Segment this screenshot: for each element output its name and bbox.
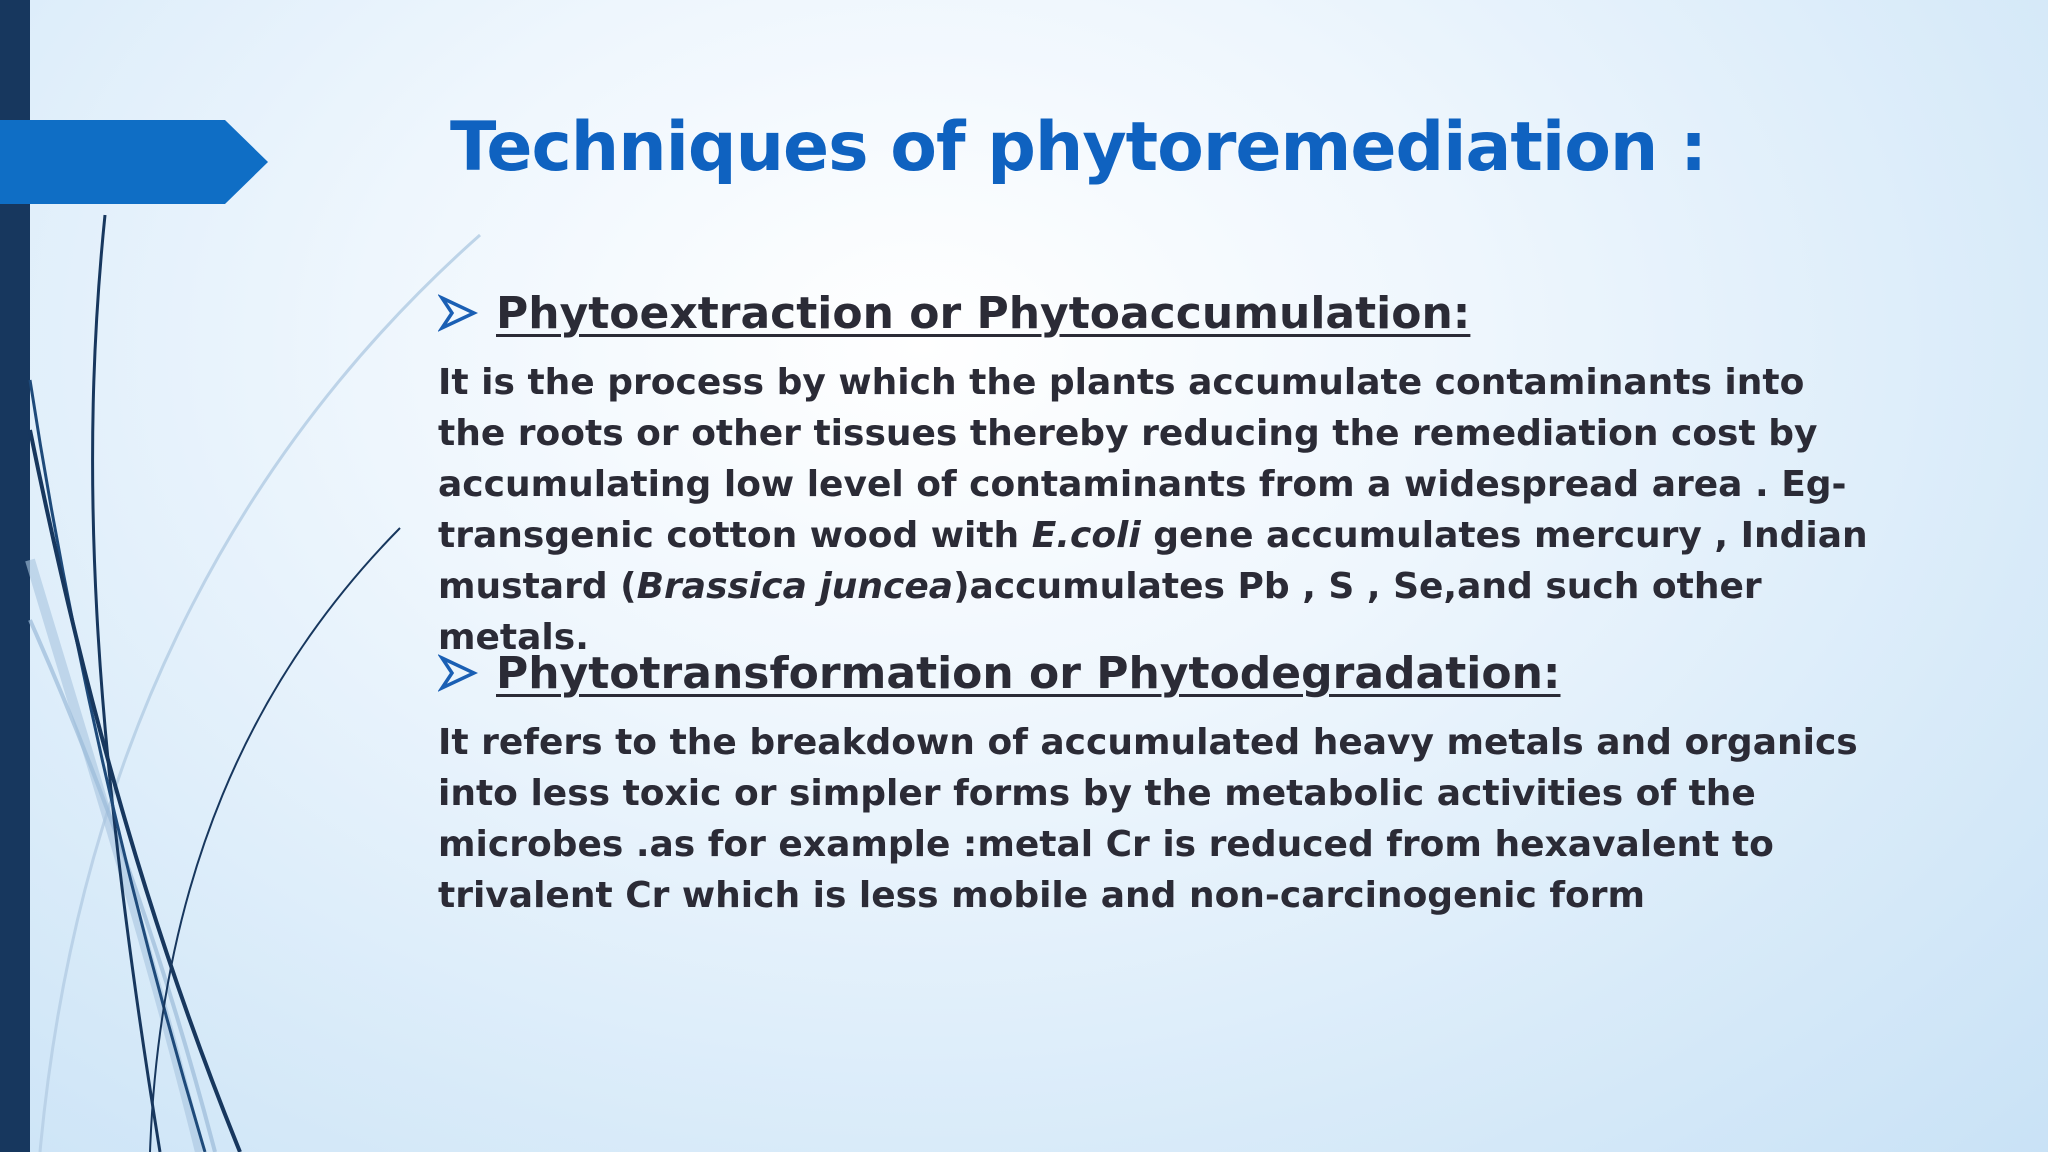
body-text-segment: It is the process by which the plants accumulate contaminants into the roots or other tissues thereby reducing the remediation cost by accumulating low level of contaminants from a widespread area . Eg- transgenic cotton wood with: [438, 362, 1847, 556]
section-heading: Phytoextraction or Phytoaccumulation:: [496, 287, 1471, 339]
section-body: [438, 357, 1878, 663]
section-phytotransformation: [438, 643, 1878, 921]
section-heading: Phytotransformation or Phytodegradation:: [496, 647, 1561, 699]
section-phytoextraction: [438, 283, 1878, 663]
species-name-italic: Brassica juncea: [636, 566, 954, 607]
body-text-segment: It refers to the breakdown of accumulated heavy metals and organics into less toxic or simpler forms by the metabolic activities of the microbes .as for example :metal Cr is reduced from hexavalent to trivalent Cr which is less mobile and non-carcinogenic form: [438, 722, 1858, 916]
section-heading-row: [438, 283, 1878, 343]
body-text-segment: )accumulates Pb , S , Se,and such other metals.: [438, 566, 1762, 658]
section-heading-row: [438, 643, 1878, 703]
species-name-italic: E.coli: [1031, 515, 1141, 556]
arrow-bullet-icon: [438, 293, 478, 333]
slide-title: Techniques of phytoremediation :: [450, 108, 1707, 187]
arrow-bullet-icon: [438, 653, 478, 693]
left-accent-bar: [0, 0, 30, 1152]
body-text-segment: gene accumulates mercury , Indian mustard (: [438, 515, 1868, 607]
section-body: [438, 717, 1878, 921]
